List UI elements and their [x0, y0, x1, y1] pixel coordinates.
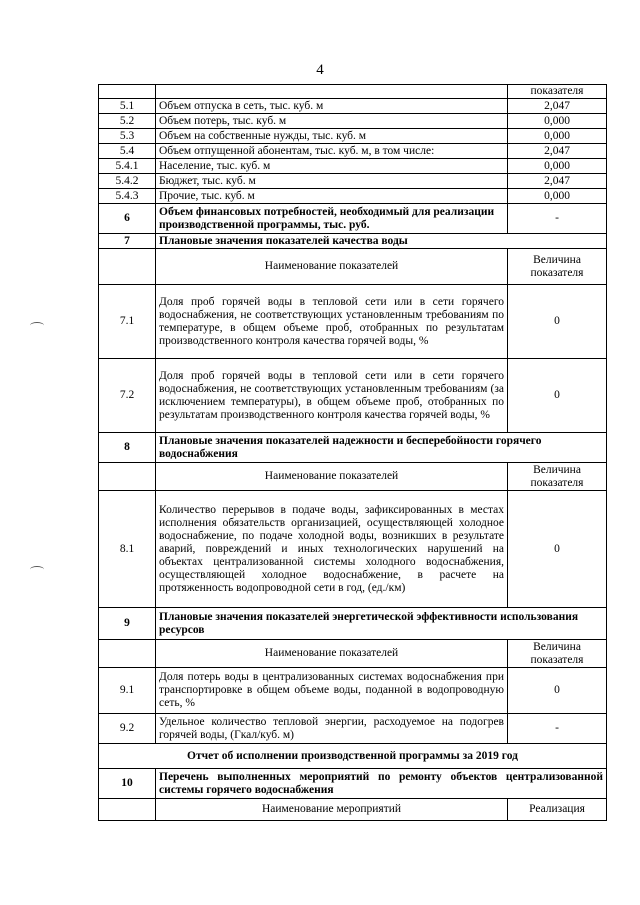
row-text: Доля потерь воды в централизованных системах водоснабжения при транспортировке в общем объеме воды, поданной в водопроводную сеть, %: [156, 668, 508, 714]
indicator-value-header: Величина показателя: [508, 640, 607, 668]
table-row: [99, 249, 607, 285]
table-row: [99, 608, 607, 640]
row-text: Прочие, тыс. куб. м: [156, 189, 508, 204]
table-row: [99, 714, 607, 744]
table-row: [99, 234, 607, 249]
row-value: 0,000: [508, 159, 607, 174]
table-row: [99, 744, 607, 769]
table-row: [99, 85, 607, 99]
section-num: 8: [99, 433, 156, 463]
row-text: Бюджет, тыс. куб. м: [156, 174, 508, 189]
row-num: 5.1: [99, 99, 156, 114]
table-cell: [99, 640, 156, 668]
section-text: Объем финансовых потребностей, необходимый для реализации производственной программы, тыс. руб.: [156, 204, 508, 234]
table-row: [99, 144, 607, 159]
row-num: 7.1: [99, 285, 156, 359]
row-num: 5.4.2: [99, 174, 156, 189]
table-row: [99, 491, 607, 608]
table-row: [99, 99, 607, 114]
row-text: Объем отпущенной абонентам, тыс. куб. м, в том числе:: [156, 144, 508, 159]
table-cell: [99, 85, 156, 99]
row-text: Объем отпуска в сеть, тыс. куб. м: [156, 99, 508, 114]
row-num: 9.1: [99, 668, 156, 714]
row-num: 5.2: [99, 114, 156, 129]
section-title: Перечень выполненных мероприятий по ремонту объектов централизованной системы горячего водоснабжения: [156, 769, 607, 799]
table-row: [99, 359, 607, 433]
table-row: [99, 159, 607, 174]
activity-value-header: Реализация: [508, 799, 607, 821]
row-value: 0: [508, 491, 607, 608]
section-title: Плановые значения показателей качества воды: [156, 234, 607, 249]
section-title: Плановые значения показателей надежности и бесперебойности горячего водоснабжения: [156, 433, 607, 463]
table-row: [99, 668, 607, 714]
section-value: -: [508, 204, 607, 234]
row-value: 0,000: [508, 114, 607, 129]
row-value: 2,047: [508, 144, 607, 159]
margin-mark: [30, 566, 44, 573]
margin-mark: [30, 322, 44, 329]
table-row: [99, 433, 607, 463]
indicator-name-header: Наименование показателей: [156, 249, 508, 285]
section-num: 9: [99, 608, 156, 640]
table-row: [99, 640, 607, 668]
table-row: [99, 204, 607, 234]
header-cell-value: показателя: [508, 85, 607, 99]
table-cell: [99, 799, 156, 821]
table-row: [99, 129, 607, 144]
row-value: 0,000: [508, 189, 607, 204]
row-num: 7.2: [99, 359, 156, 433]
row-value: 0: [508, 359, 607, 433]
table-cell: [99, 249, 156, 285]
indicator-value-header: Величина показателя: [508, 463, 607, 491]
table-cell: [99, 463, 156, 491]
row-num: 5.4.3: [99, 189, 156, 204]
section-num: 6: [99, 204, 156, 234]
table-row: [99, 285, 607, 359]
row-value: 2,047: [508, 99, 607, 114]
table-row: [99, 769, 607, 799]
table-row: [99, 463, 607, 491]
table-row: [99, 799, 607, 821]
row-text: Объем на собственные нужды, тыс. куб. м: [156, 129, 508, 144]
row-value: 2,047: [508, 174, 607, 189]
row-value: 0: [508, 668, 607, 714]
indicator-name-header: Наименование показателей: [156, 463, 508, 491]
row-num: 8.1: [99, 491, 156, 608]
table-row: [99, 189, 607, 204]
row-num: 9.2: [99, 714, 156, 744]
row-text: Объем потерь, тыс. куб. м: [156, 114, 508, 129]
page-number: 4: [316, 62, 324, 78]
row-text: Удельное количество тепловой энергии, расходуемое на подогрев горячей воды, (Гкал/куб. м): [156, 714, 508, 744]
row-value: 0: [508, 285, 607, 359]
table-row: [99, 114, 607, 129]
section-title: Плановые значения показателей энергетической эффективности использования ресурсов: [156, 608, 607, 640]
row-text: Население, тыс. куб. м: [156, 159, 508, 174]
row-value: 0,000: [508, 129, 607, 144]
row-num: 5.4.1: [99, 159, 156, 174]
row-text: Доля проб горячей воды в тепловой сети или в сети горячего водоснабжения, не соответствующих установленным требованиям (за исключением температуры), в общем объеме проб, отобранных по результатам производственного контроля качества горячей воды, %: [156, 359, 508, 433]
section-num: 10: [99, 769, 156, 799]
report-title: Отчет об исполнении производственной программы за 2019 год: [99, 744, 607, 769]
row-num: 5.4: [99, 144, 156, 159]
table-cell: [156, 85, 508, 99]
row-text: Доля проб горячей воды в тепловой сети или в сети горячего водоснабжения, не соответствующих установленным требованиям по температуре, в общем объеме проб, отобранных по результатам производственного контроля качества горячей воды, %: [156, 285, 508, 359]
program-table: [98, 84, 607, 821]
row-text: Количество перерывов в подаче воды, зафиксированных в местах исполнения обязательств организацией, осуществляющей холодное водоснабжение, по подаче холодной воды, возникших в результате аварий, повреждений и иных технологических нарушений на объектах централизованной системы холодного водоснабжения, осуществляющей холодное водоснабжение, в расчете на протяженность водопроводной сети в год, (ед./км): [156, 491, 508, 608]
table-row: [99, 174, 607, 189]
row-value: -: [508, 714, 607, 744]
indicator-name-header: Наименование показателей: [156, 640, 508, 668]
row-num: 5.3: [99, 129, 156, 144]
section-num: 7: [99, 234, 156, 249]
indicator-value-header: Величина показателя: [508, 249, 607, 285]
activity-name-header: Наименование мероприятий: [156, 799, 508, 821]
